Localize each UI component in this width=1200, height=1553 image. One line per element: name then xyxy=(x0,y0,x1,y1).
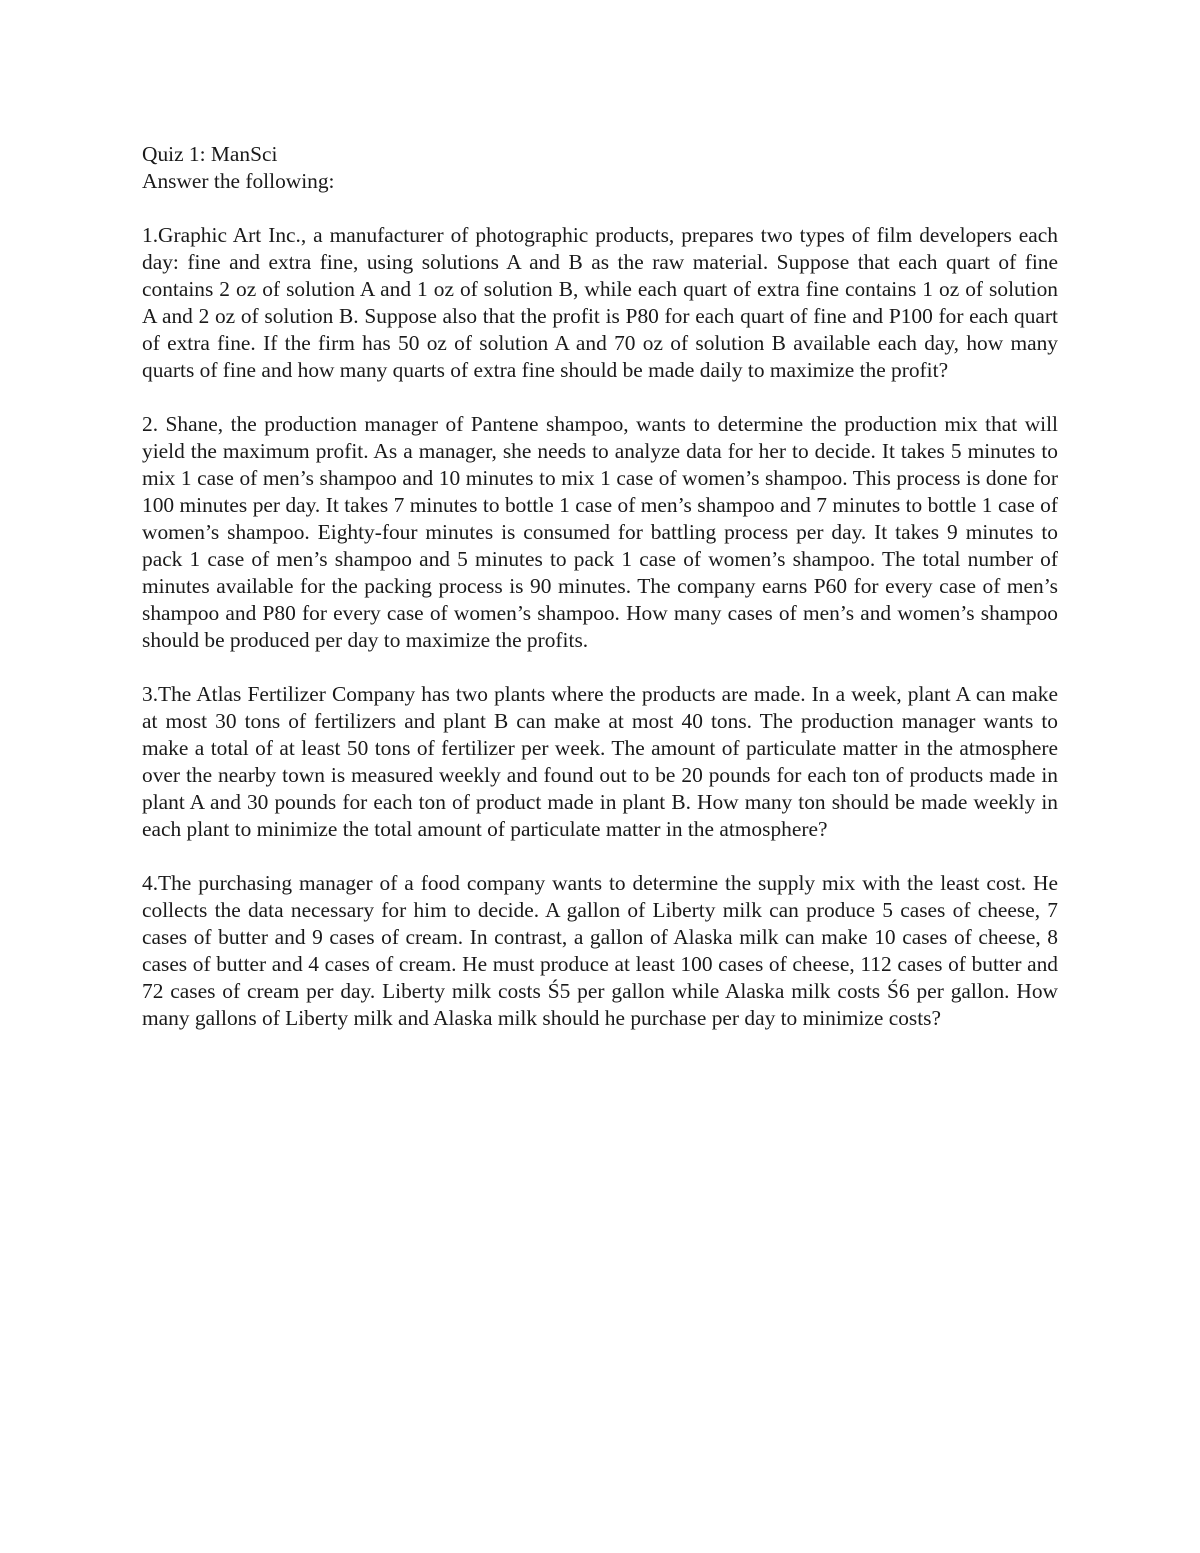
question-4: 4.The purchasing manager of a food company wants to determine the supply mix with the least cost. He collects the data necessary for him to decide. A gallon of Liberty milk can produce 5 cases of cheese, 7 cases of butter and 9 cases of cream. In contrast, a gallon of Alaska milk can make 10 cases of cheese, 8 cases of butter and 4 cases of cream. He must produce at least 100 cases of cheese, 112 cases of butter and 72 cases of cream per day. Liberty milk costs Ś5 per gallon while Alaska milk costs Ś6 per gallon. How many gallons of Liberty milk and Alaska milk should he purchase per day to minimize costs? xyxy=(142,871,1058,1030)
document-page xyxy=(142,141,1058,1032)
quiz-title: Quiz 1: ManSci xyxy=(142,142,278,166)
question-3: 3.The Atlas Fertilizer Company has two plants where the products are made. In a week, plant A can make at most 30 tons of fertilizers and plant B can make at most 40 tons. The production manager wants to make a total of at least 50 tons of fertilizer per week. The amount of particulate matter in the atmosphere over the nearby town is measured weekly and found out to be 20 pounds for each ton of products made in plant A and 30 pounds for each ton of product made in plant B. How many ton should be made weekly in each plant to minimize the total amount of particulate matter in the atmosphere? xyxy=(142,682,1058,841)
question-2: 2. Shane, the production manager of Pantene shampoo, wants to determine the production mix that will yield the maximum profit. As a manager, she needs to analyze data for her to decide. It takes 5 minutes to mix 1 case of men’s shampoo and 10 minutes to mix 1 case of women’s shampoo. This process is done for 100 minutes per day. It takes 7 minutes to bottle 1 case of men’s shampoo and 7 minutes to bottle 1 case of women’s shampoo. Eighty-four minutes is consumed for battling process per day. It takes 9 minutes to pack 1 case of men’s shampoo and 5 minutes to pack 1 case of women’s shampoo. The total number of minutes available for the packing process is 90 minutes. The company earns P60 for every case of men’s shampoo and P80 for every case of women’s shampoo. How many cases of men’s and women’s shampoo should be produced per day to maximize the profits. xyxy=(142,412,1058,652)
quiz-instruction: Answer the following: xyxy=(142,169,335,193)
question-1: 1.Graphic Art Inc., a manufacturer of photographic products, prepares two types of film developers each day: fine and extra fine, using solutions A and B as the raw material. Suppose that each quart of fine contains 2 oz of solution A and 1 oz of solution B, while each quart of extra fine contains 1 oz of solution A and 2 oz of solution B. Suppose also that the profit is P80 for each quart of fine and P100 for each quart of extra fine. If the firm has 50 oz of solution A and 70 oz of solution B available each day, how many quarts of fine and how many quarts of extra fine should be made daily to maximize the profit? xyxy=(142,223,1058,382)
